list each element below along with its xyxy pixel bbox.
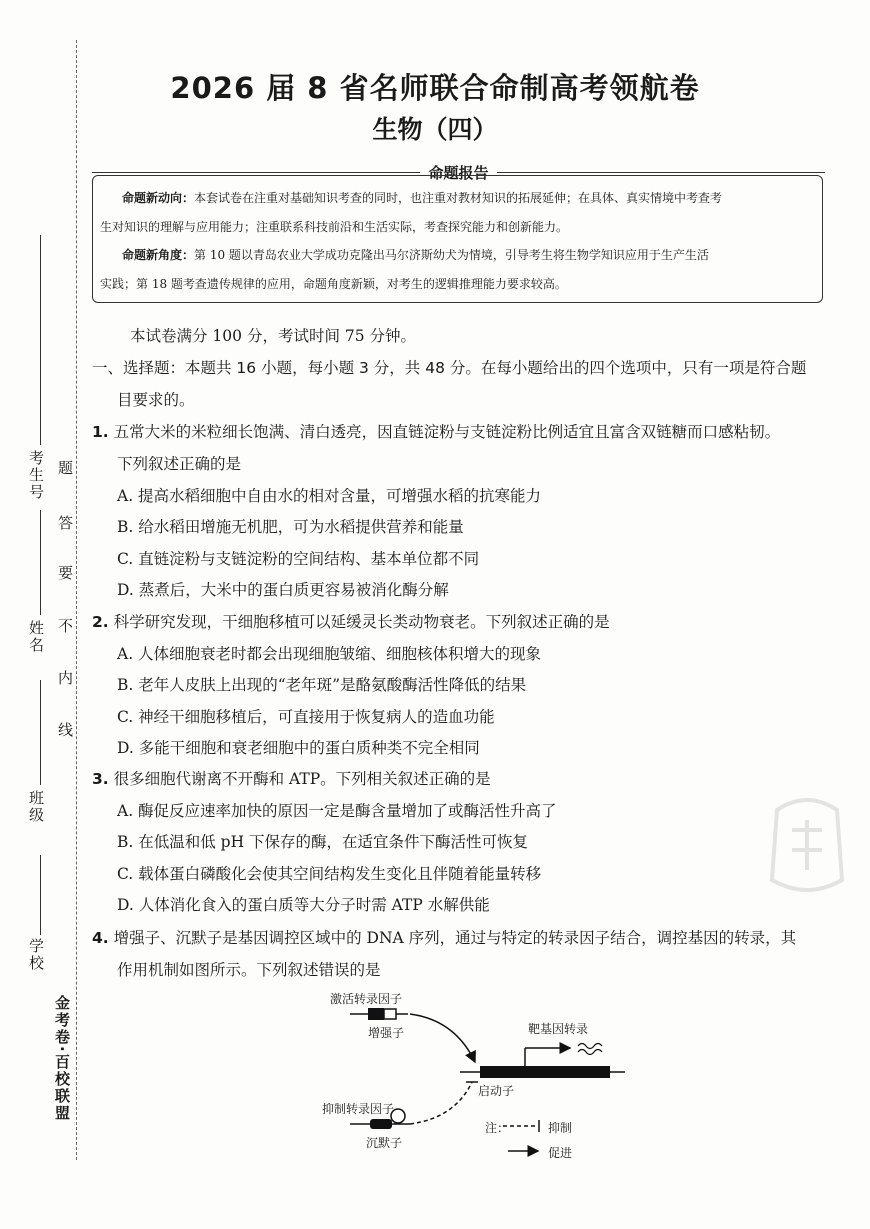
enhancer-block [384, 1009, 396, 1019]
exam-intro: 本试卷满分 100 分，考试时间 75 分钟。 [130, 327, 417, 345]
question-number: 3. [92, 770, 109, 788]
report-item-text-cont: 实践；第 18 题考查遗传规律的应用，命题角度新颖，对考生的逻辑推理能力要求较高。 [100, 277, 567, 291]
watermark-seal [762, 790, 852, 900]
question-number: 4. [92, 929, 109, 947]
exam-title: 2026 届 8 省名师联合命制高考领航卷 [170, 71, 700, 105]
promote-arrow [410, 1014, 475, 1062]
question-1-option-d: D. 蒸煮后，大米中的蛋白质更容易被消化酶分解 [117, 581, 449, 599]
question-2-option-c: C. 神经干细胞移植后，可直接用于恢复病人的造血功能 [117, 708, 495, 726]
legend-promote-label: 促进 [548, 1146, 573, 1160]
question-2-option-a: A. 人体细胞衰老时都会出现细胞皱缩、细胞核体积增大的现象 [117, 645, 542, 663]
alliance-label: 金考卷·百校联盟 [53, 995, 71, 1122]
question-4-stem-cont: 作用机制如图所示。下列叙述错误的是 [117, 961, 381, 979]
promoter-label: 启动子 [478, 1084, 515, 1098]
seal-char: 内 [56, 670, 74, 687]
exam-no-label: 考生号 [27, 450, 45, 501]
question-1-stem-cont: 下列叙述正确的是 [117, 455, 242, 473]
question-1-option-c: C. 直链淀粉与支链淀粉的空间结构、基本单位都不同 [117, 550, 480, 568]
question-stem-text: 很多细胞代谢离不开酶和 ATP。下列相关叙述正确的是 [113, 770, 491, 788]
report-item-label: 命题新角度： [122, 248, 195, 262]
report-item-text: 第 10 题以青岛农业大学成功克隆出马尔济斯幼犬为情境，引导考生将生物学知识应用于生产生活 [194, 248, 709, 262]
question-3-option-d: D. 人体消化食入的蛋白质等大分子时需 ATP 水解供能 [117, 896, 490, 914]
report-item-text: 本套试卷在注重对基础知识考查的同时，也注重对教材知识的拓展延伸；在具体、真实情境中考查考 [194, 191, 723, 205]
seal-char: 答 [56, 515, 74, 532]
question-stem-text: 增强子、沉默子是基因调控区域中的 DNA 序列，通过与特定的转录因子结合，调控基因的转录，其 [113, 929, 797, 947]
promoter-gene-block [480, 1066, 610, 1078]
target-transcription-label: 靶基因转录 [528, 1022, 589, 1036]
question-3-option-c: C. 载体蛋白磷酸化会使其空间结构发生变化且伴随着能量转移 [117, 865, 542, 883]
question-stem-text: 科学研究发现，干细胞移植可以延缓灵长类动物衰老。下列叙述正确的是 [113, 613, 610, 631]
silencer-label: 沉默子 [366, 1136, 403, 1150]
legend-note: 注： [485, 1121, 510, 1135]
question-2-option-d: D. 多能干细胞和衰老细胞中的蛋白质种类不完全相同 [117, 739, 480, 757]
report-item-label: 命题新动向： [122, 191, 195, 205]
section-heading: 一、选择题：本题共 16 小题，每小题 3 分，共 48 分。在每小题给出的四个选项中，只有一项是符合题 [92, 359, 807, 377]
question-1-option-b: B. 给水稻田增施无机肥，可为水稻提供营养和能量 [117, 518, 464, 536]
class-label: 班级 [27, 790, 45, 824]
question-1-option-a: A. 提高水稻细胞中自由水的相对含量，可增强水稻的抗寒能力 [117, 487, 542, 505]
seal-char: 线 [56, 722, 74, 739]
question-stem-text: 五常大米的米粒细长饱满、清白透亮，因直链淀粉与支链淀粉比例适宜且富含双链糖而口感粘韧。 [113, 423, 781, 441]
activator-label: 激活转录因子 [330, 992, 403, 1006]
enhancer-label: 增强子 [368, 1026, 405, 1040]
name-label: 姓名 [27, 620, 45, 654]
question-3-option-a: A. 酶促反应速率加快的原因一定是酶含量增加了或酶活性升高了 [117, 802, 557, 820]
subject-title: 生物（四） [372, 115, 498, 144]
repressor-label: 抑制转录因子 [322, 1102, 395, 1116]
seal-char: 题 [56, 460, 74, 477]
question-number: 2. [92, 613, 109, 631]
seal-char: 不 [56, 618, 74, 635]
legend-inhibit-label: 抑制 [548, 1121, 573, 1135]
report-item-text-cont: 生对知识的理解与应用能力；注重联系科技前沿和生活实际，考查探究能力和创新能力。 [100, 220, 569, 234]
section-heading-cont: 目要求的。 [117, 391, 195, 409]
question-number: 1. [92, 423, 109, 441]
school-label: 学校 [27, 938, 45, 972]
report-heading-text: 命题报告 [420, 164, 496, 182]
seal-char: 要 [56, 565, 74, 582]
question-2-option-b: B. 老年人皮肤上出现的“老年斑”是酪氨酸酶活性降低的结果 [117, 676, 527, 694]
mrna-wave [578, 1044, 602, 1049]
question-3-option-b: B. 在低温和低 pH 下保存的酶，在适宜条件下酶活性可恢复 [117, 833, 529, 851]
mrna-wave [578, 1050, 602, 1055]
silencer-block [370, 1119, 392, 1129]
activator-factor [368, 1008, 384, 1020]
inhibit-path [410, 1082, 472, 1124]
